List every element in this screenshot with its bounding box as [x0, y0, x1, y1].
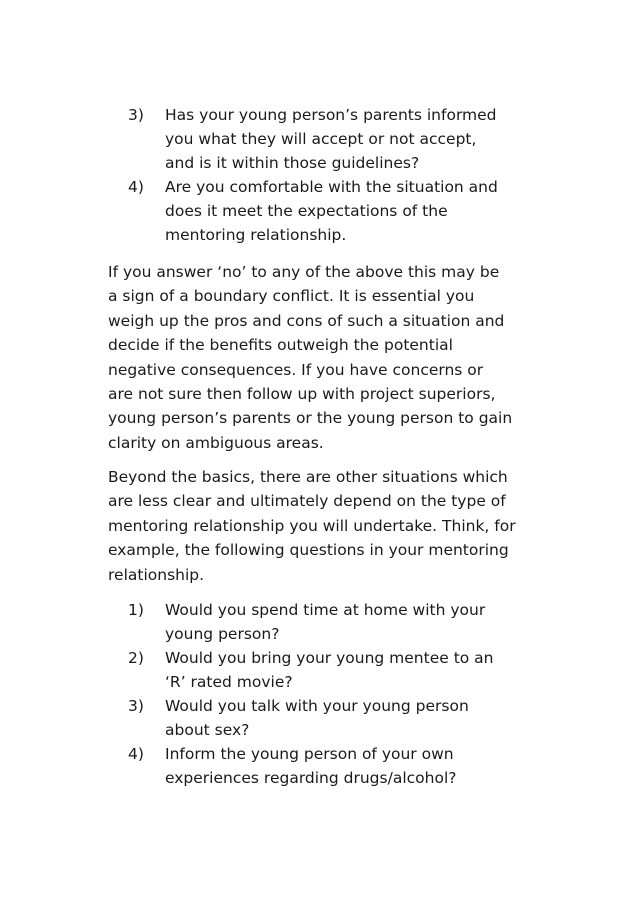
paragraph-line: example, the following questions in your mentoring: [108, 541, 509, 560]
list-item-text-line: ‘R’ rated movie?: [165, 673, 293, 691]
paragraph-boundary-conflict: [108, 260, 512, 455]
paragraph-line: If you answer ‘no’ to any of the above this may be: [108, 263, 500, 281]
list-item-text-line: mentoring relationship.: [165, 226, 347, 244]
list-item-number: 3): [128, 697, 144, 715]
list-item-text-line: about sex?: [165, 721, 250, 739]
list-item-text-line: does it meet the expectations of the: [165, 202, 448, 220]
list-item-text-line: you what they will accept or not accept,: [165, 130, 477, 148]
paragraph-beyond-basics: [108, 465, 516, 587]
paragraph-line: weigh up the pros and cons of such a situation and: [108, 311, 505, 330]
list-item: [0, 175, 638, 247]
paragraph-line: are less clear and ultimately depend on the type of: [108, 492, 506, 511]
list-item-number: 2): [128, 649, 144, 667]
list-item-text-line: Inform the young person of your own: [165, 745, 454, 763]
list-item-text-line: Would you talk with your young person: [165, 697, 469, 715]
list-item-text-line: Would you bring your young mentee to an: [165, 649, 494, 667]
list-item-number: 4): [128, 178, 144, 196]
list-item-number: 1): [128, 601, 144, 619]
list-item: [0, 598, 638, 646]
paragraph-line: young person’s parents or the young person to gain: [108, 409, 513, 428]
list-item-text-line: Has your young person’s parents informed: [165, 106, 497, 124]
list-item-text-line: young person?: [165, 625, 280, 643]
list-item: [0, 103, 638, 175]
list-item-text-line: Would you spend time at home with your: [165, 601, 486, 619]
list-item: [0, 694, 638, 742]
list-item-number: 3): [128, 106, 144, 124]
paragraph-line: Beyond the basics, there are other situations which: [108, 468, 508, 486]
list-item-text-line: and is it within those guidelines?: [165, 154, 420, 172]
paragraph-line: are not sure then follow up with project superiors,: [108, 385, 496, 404]
numbered-list-top: [0, 103, 638, 247]
list-item: [0, 742, 638, 790]
paragraph-line: negative consequences. If you have concerns or: [108, 360, 484, 379]
numbered-list-bottom: [0, 598, 638, 790]
paragraph-line: relationship.: [108, 565, 205, 584]
list-item-text-line: Are you comfortable with the situation and: [165, 178, 498, 196]
paragraph-line: mentoring relationship you will undertake. Think, for: [108, 516, 516, 535]
list-item: [0, 646, 638, 694]
paragraph-line: a sign of a boundary conflict. It is essential you: [108, 287, 475, 306]
paragraph-line: clarity on ambiguous areas.: [108, 433, 324, 452]
paragraph-line: decide if the benefits outweigh the potential: [108, 336, 453, 355]
list-item-text-line: experiences regarding drugs/alcohol?: [165, 769, 457, 787]
list-item-number: 4): [128, 745, 144, 763]
